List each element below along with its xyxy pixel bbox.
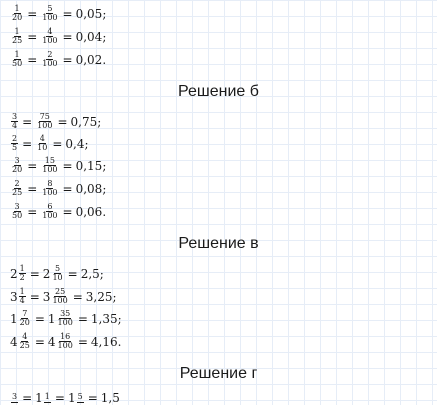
equals-sign: =	[29, 266, 40, 281]
decimal-result: 1,5	[100, 391, 120, 405]
equals-sign: =	[54, 391, 65, 405]
fraction: 1	[44, 392, 50, 402]
equation-b-1	[10, 113, 101, 131]
equals-sign: =	[27, 158, 38, 173]
fraction: $\frac{5}{10}$	[52, 264, 63, 283]
equation-v-4	[10, 333, 121, 351]
fraction: $\frac{16}{100}$	[57, 332, 73, 351]
fraction: $\frac{7}{20}$	[19, 309, 30, 328]
fraction: $\frac{3}{50}$	[12, 202, 23, 221]
fraction: $\frac{6}{100}$	[42, 202, 58, 221]
equals-sign: =	[67, 266, 78, 281]
decimal-result: 3,25;	[85, 289, 117, 304]
equals-sign: =	[52, 136, 63, 151]
equation-v-2	[10, 288, 117, 306]
fraction: $\frac{8}{100}$	[42, 179, 58, 198]
fraction: $\frac{25}{100}$	[52, 287, 68, 306]
fraction: 3	[12, 392, 18, 402]
whole-part: 4	[10, 334, 18, 349]
whole-part: 4	[47, 334, 56, 349]
decimal-result: 0,02.	[75, 52, 107, 67]
equals-sign: =	[77, 334, 88, 349]
equals-sign: =	[34, 311, 45, 326]
equals-sign: =	[27, 181, 38, 196]
fraction: $\frac{4}{25}$	[19, 332, 30, 351]
equation-a-1	[10, 5, 106, 23]
decimal-result: 0,06.	[75, 204, 107, 219]
section-heading-v: Решение в	[178, 235, 259, 252]
equation-b-3	[10, 157, 106, 175]
whole-part: 3	[42, 289, 51, 304]
equals-sign: =	[62, 6, 73, 21]
equals-sign: =	[27, 6, 38, 21]
decimal-result: 0,4;	[65, 136, 89, 151]
fraction: $\frac{4}{10}$	[37, 134, 48, 153]
decimal-result: 0,15;	[75, 158, 107, 173]
whole-part: 1	[47, 311, 56, 326]
section-heading-b: Решение б	[178, 83, 259, 100]
equals-sign: =	[57, 114, 68, 129]
fraction: $\frac{2}{100}$	[42, 50, 58, 69]
fraction: $\frac{2}{25}$	[12, 179, 23, 198]
fraction: $\frac{1}{2}$	[19, 264, 25, 283]
fraction: $\frac{35}{100}$	[57, 309, 73, 328]
fraction: $\frac{4}{100}$	[42, 27, 58, 46]
decimal-result: 0,08;	[75, 181, 107, 196]
equals-sign: =	[87, 391, 98, 405]
equals-sign: =	[22, 114, 33, 129]
decimal-result: 1,35;	[90, 311, 122, 326]
fraction: $\frac{2}{5}$	[12, 134, 18, 153]
equation-a-3	[10, 51, 106, 69]
equation-v-3	[10, 310, 122, 328]
equation-b-4	[10, 180, 106, 198]
whole-part: 3	[10, 289, 18, 304]
equals-sign: =	[62, 181, 73, 196]
fraction: $\frac{75}{100}$	[37, 112, 53, 131]
decimal-result: 0,04;	[75, 29, 107, 44]
equals-sign: =	[62, 204, 73, 219]
whole-part: 1	[67, 391, 76, 405]
equals-sign: =	[27, 29, 38, 44]
equals-sign: =	[72, 289, 83, 304]
whole-part: 1	[35, 391, 43, 405]
equals-sign: =	[22, 391, 33, 405]
section-heading-g: Решение г	[179, 365, 258, 382]
fraction: $\frac{3}{4}$	[12, 112, 18, 131]
fraction: $\frac{3}{20}$	[12, 156, 23, 175]
decimal-result: 0,05;	[75, 6, 107, 21]
fraction: $\frac{1}{25}$	[12, 27, 23, 46]
fraction: 5	[77, 392, 83, 402]
decimal-result: 0,75;	[70, 114, 102, 129]
equation-b-5	[10, 203, 106, 221]
equals-sign: =	[27, 52, 38, 67]
decimal-result: 4,16.	[90, 334, 122, 349]
equals-sign: =	[62, 29, 73, 44]
fraction: $\frac{5}{100}$	[42, 4, 58, 23]
equals-sign: =	[34, 334, 45, 349]
equation-a-2	[10, 28, 106, 46]
fraction: $\frac{1}{20}$	[12, 4, 23, 23]
equals-sign: =	[29, 289, 40, 304]
whole-part: 1	[10, 311, 18, 326]
fraction: $\frac{15}{100}$	[42, 156, 58, 175]
fraction: $\frac{1}{4}$	[19, 287, 25, 306]
equation-v-1	[10, 265, 104, 283]
equals-sign: =	[62, 52, 73, 67]
whole-part: 2	[42, 266, 51, 281]
equals-sign: =	[62, 158, 73, 173]
equals-sign: =	[22, 136, 33, 151]
fraction: $\frac{1}{50}$	[12, 50, 23, 69]
equals-sign: =	[77, 311, 88, 326]
decimal-result: 2,5;	[80, 266, 104, 281]
whole-part: 2	[10, 266, 18, 281]
equation-g-1	[10, 392, 120, 404]
equation-b-2	[10, 135, 89, 153]
equals-sign: =	[27, 204, 38, 219]
